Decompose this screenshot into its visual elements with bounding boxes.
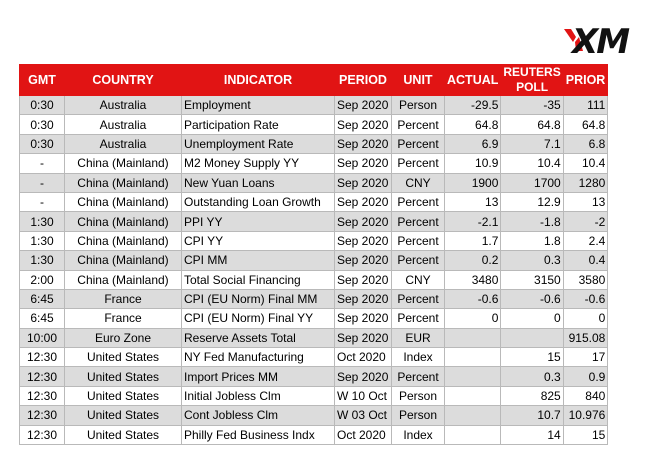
- cell-period: Oct 2020: [335, 425, 392, 444]
- cell-gmt: -: [20, 192, 65, 211]
- table-row: [20, 309, 608, 328]
- cell-reuters-poll: -1.8: [501, 212, 563, 231]
- cell-gmt: 10:00: [20, 328, 65, 347]
- cell-country: Australia: [65, 134, 182, 153]
- cell-country: France: [65, 309, 182, 328]
- cell-gmt: 12:30: [20, 425, 65, 444]
- cell-indicator: CPI (EU Norm) Final YY: [182, 309, 335, 328]
- cell-actual: 0: [445, 309, 501, 328]
- cell-unit: Index: [392, 348, 445, 367]
- cell-prior: 915.08: [563, 328, 608, 347]
- cell-prior: 6.8: [563, 134, 608, 153]
- logo-text: XM: [572, 22, 629, 59]
- cell-gmt: 1:30: [20, 212, 65, 231]
- cell-reuters-poll: [501, 328, 563, 347]
- cell-country: China (Mainland): [65, 192, 182, 211]
- header-gmt: GMT: [20, 65, 65, 96]
- cell-actual: -2.1: [445, 212, 501, 231]
- table-row: [20, 231, 608, 250]
- cell-actual: 13: [445, 192, 501, 211]
- header-prior: PRIOR: [563, 65, 608, 96]
- cell-period: Sep 2020: [335, 134, 392, 153]
- cell-actual: [445, 328, 501, 347]
- cell-period: Sep 2020: [335, 212, 392, 231]
- cell-unit: Percent: [392, 289, 445, 308]
- cell-reuters-poll: 0.3: [501, 367, 563, 386]
- table-row: [20, 192, 608, 211]
- cell-gmt: 12:30: [20, 386, 65, 405]
- cell-unit: Percent: [392, 134, 445, 153]
- table-row: [20, 386, 608, 405]
- cell-reuters-poll: 7.1: [501, 134, 563, 153]
- cell-reuters-poll: 0: [501, 309, 563, 328]
- cell-prior: 15: [563, 425, 608, 444]
- cell-unit: Percent: [392, 115, 445, 134]
- cell-gmt: 0:30: [20, 96, 65, 115]
- cell-period: Sep 2020: [335, 270, 392, 289]
- cell-indicator: New Yuan Loans: [182, 173, 335, 192]
- cell-period: Sep 2020: [335, 289, 392, 308]
- cell-gmt: -: [20, 173, 65, 192]
- cell-actual: -0.6: [445, 289, 501, 308]
- cell-reuters-poll: 3150: [501, 270, 563, 289]
- header-period: PERIOD: [335, 65, 392, 96]
- cell-gmt: 1:30: [20, 251, 65, 270]
- table-row: [20, 173, 608, 192]
- cell-country: United States: [65, 425, 182, 444]
- cell-country: China (Mainland): [65, 270, 182, 289]
- header-country: COUNTRY: [65, 65, 182, 96]
- cell-country: China (Mainland): [65, 251, 182, 270]
- cell-unit: EUR: [392, 328, 445, 347]
- cell-reuters-poll: 12.9: [501, 192, 563, 211]
- cell-unit: Person: [392, 406, 445, 425]
- header-indicator: INDICATOR: [182, 65, 335, 96]
- cell-reuters-poll: -0.6: [501, 289, 563, 308]
- xm-logo: [562, 21, 644, 59]
- cell-period: Sep 2020: [335, 173, 392, 192]
- cell-reuters-poll: 10.4: [501, 154, 563, 173]
- cell-unit: Percent: [392, 154, 445, 173]
- cell-country: Australia: [65, 96, 182, 115]
- cell-period: W 03 Oct: [335, 406, 392, 425]
- cell-actual: [445, 348, 501, 367]
- cell-period: Sep 2020: [335, 192, 392, 211]
- cell-unit: Percent: [392, 231, 445, 250]
- cell-actual: [445, 367, 501, 386]
- cell-unit: Percent: [392, 192, 445, 211]
- cell-prior: 2.4: [563, 231, 608, 250]
- cell-unit: Person: [392, 386, 445, 405]
- cell-prior: 0.4: [563, 251, 608, 270]
- cell-indicator: Initial Jobless Clm: [182, 386, 335, 405]
- header-unit: UNIT: [392, 65, 445, 96]
- cell-period: Sep 2020: [335, 367, 392, 386]
- cell-country: Australia: [65, 115, 182, 134]
- cell-country: China (Mainland): [65, 154, 182, 173]
- cell-indicator: M2 Money Supply YY: [182, 154, 335, 173]
- table-row: [20, 96, 608, 115]
- header-actual: ACTUAL: [445, 65, 501, 96]
- cell-reuters-poll: 14: [501, 425, 563, 444]
- cell-actual: [445, 425, 501, 444]
- cell-period: Oct 2020: [335, 348, 392, 367]
- table-row: [20, 425, 608, 444]
- table-header: [20, 65, 608, 96]
- cell-gmt: 0:30: [20, 115, 65, 134]
- table-row: [20, 328, 608, 347]
- table-body: [20, 96, 608, 445]
- cell-prior: -2: [563, 212, 608, 231]
- cell-indicator: Participation Rate: [182, 115, 335, 134]
- cell-indicator: Employment: [182, 96, 335, 115]
- cell-country: China (Mainland): [65, 212, 182, 231]
- table-row: [20, 270, 608, 289]
- cell-prior: 13: [563, 192, 608, 211]
- cell-gmt: 12:30: [20, 367, 65, 386]
- cell-period: Sep 2020: [335, 231, 392, 250]
- cell-reuters-poll: 1.8: [501, 231, 563, 250]
- cell-prior: 10.976: [563, 406, 608, 425]
- cell-unit: Index: [392, 425, 445, 444]
- cell-actual: [445, 406, 501, 425]
- table-row: [20, 212, 608, 231]
- cell-actual: 64.8: [445, 115, 501, 134]
- cell-indicator: Reserve Assets Total: [182, 328, 335, 347]
- cell-indicator: Cont Jobless Clm: [182, 406, 335, 425]
- cell-unit: Percent: [392, 367, 445, 386]
- table-row: [20, 251, 608, 270]
- cell-unit: CNY: [392, 270, 445, 289]
- cell-actual: 1900: [445, 173, 501, 192]
- cell-reuters-poll: -35: [501, 96, 563, 115]
- table-row: [20, 154, 608, 173]
- table-row: [20, 348, 608, 367]
- cell-actual: 0.2: [445, 251, 501, 270]
- cell-indicator: PPI YY: [182, 212, 335, 231]
- cell-period: Sep 2020: [335, 251, 392, 270]
- cell-prior: 840: [563, 386, 608, 405]
- cell-country: China (Mainland): [65, 173, 182, 192]
- cell-actual: -29.5: [445, 96, 501, 115]
- cell-indicator: Outstanding Loan Growth: [182, 192, 335, 211]
- cell-country: United States: [65, 386, 182, 405]
- economic-calendar-table: [19, 64, 608, 445]
- cell-indicator: NY Fed Manufacturing: [182, 348, 335, 367]
- cell-actual: 3480: [445, 270, 501, 289]
- cell-indicator: Total Social Financing: [182, 270, 335, 289]
- cell-prior: 64.8: [563, 115, 608, 134]
- cell-actual: 6.9: [445, 134, 501, 153]
- cell-reuters-poll: 15: [501, 348, 563, 367]
- header-reuters-poll: REUTERS POLL: [501, 65, 563, 96]
- cell-country: United States: [65, 367, 182, 386]
- cell-period: W 10 Oct: [335, 386, 392, 405]
- cell-prior: -0.6: [563, 289, 608, 308]
- table-row: [20, 134, 608, 153]
- cell-period: Sep 2020: [335, 96, 392, 115]
- cell-gmt: 6:45: [20, 309, 65, 328]
- cell-period: Sep 2020: [335, 154, 392, 173]
- cell-prior: 111: [563, 96, 608, 115]
- cell-gmt: 0:30: [20, 134, 65, 153]
- table-row: [20, 115, 608, 134]
- cell-actual: 1.7: [445, 231, 501, 250]
- cell-unit: Percent: [392, 212, 445, 231]
- cell-reuters-poll: 825: [501, 386, 563, 405]
- table-row: [20, 289, 608, 308]
- cell-unit: Percent: [392, 309, 445, 328]
- cell-indicator: CPI (EU Norm) Final MM: [182, 289, 335, 308]
- cell-reuters-poll: 1700: [501, 173, 563, 192]
- cell-indicator: CPI MM: [182, 251, 335, 270]
- cell-country: United States: [65, 406, 182, 425]
- cell-country: China (Mainland): [65, 231, 182, 250]
- cell-gmt: -: [20, 154, 65, 173]
- cell-actual: [445, 386, 501, 405]
- cell-indicator: Philly Fed Business Indx: [182, 425, 335, 444]
- cell-indicator: Import Prices MM: [182, 367, 335, 386]
- cell-indicator: CPI YY: [182, 231, 335, 250]
- cell-period: Sep 2020: [335, 309, 392, 328]
- cell-gmt: 1:30: [20, 231, 65, 250]
- cell-reuters-poll: 64.8: [501, 115, 563, 134]
- cell-period: Sep 2020: [335, 328, 392, 347]
- cell-country: Euro Zone: [65, 328, 182, 347]
- cell-unit: Percent: [392, 251, 445, 270]
- cell-gmt: 2:00: [20, 270, 65, 289]
- cell-gmt: 12:30: [20, 348, 65, 367]
- cell-reuters-poll: 0.3: [501, 251, 563, 270]
- cell-gmt: 12:30: [20, 406, 65, 425]
- table-row: [20, 406, 608, 425]
- cell-country: United States: [65, 348, 182, 367]
- cell-unit: Person: [392, 96, 445, 115]
- cell-prior: 0: [563, 309, 608, 328]
- cell-prior: 0.9: [563, 367, 608, 386]
- cell-gmt: 6:45: [20, 289, 65, 308]
- cell-prior: 17: [563, 348, 608, 367]
- cell-reuters-poll: 10.7: [501, 406, 563, 425]
- cell-prior: 3580: [563, 270, 608, 289]
- cell-unit: CNY: [392, 173, 445, 192]
- cell-country: France: [65, 289, 182, 308]
- cell-indicator: Unemployment Rate: [182, 134, 335, 153]
- cell-actual: 10.9: [445, 154, 501, 173]
- table-row: [20, 367, 608, 386]
- cell-prior: 1280: [563, 173, 608, 192]
- cell-prior: 10.4: [563, 154, 608, 173]
- cell-period: Sep 2020: [335, 115, 392, 134]
